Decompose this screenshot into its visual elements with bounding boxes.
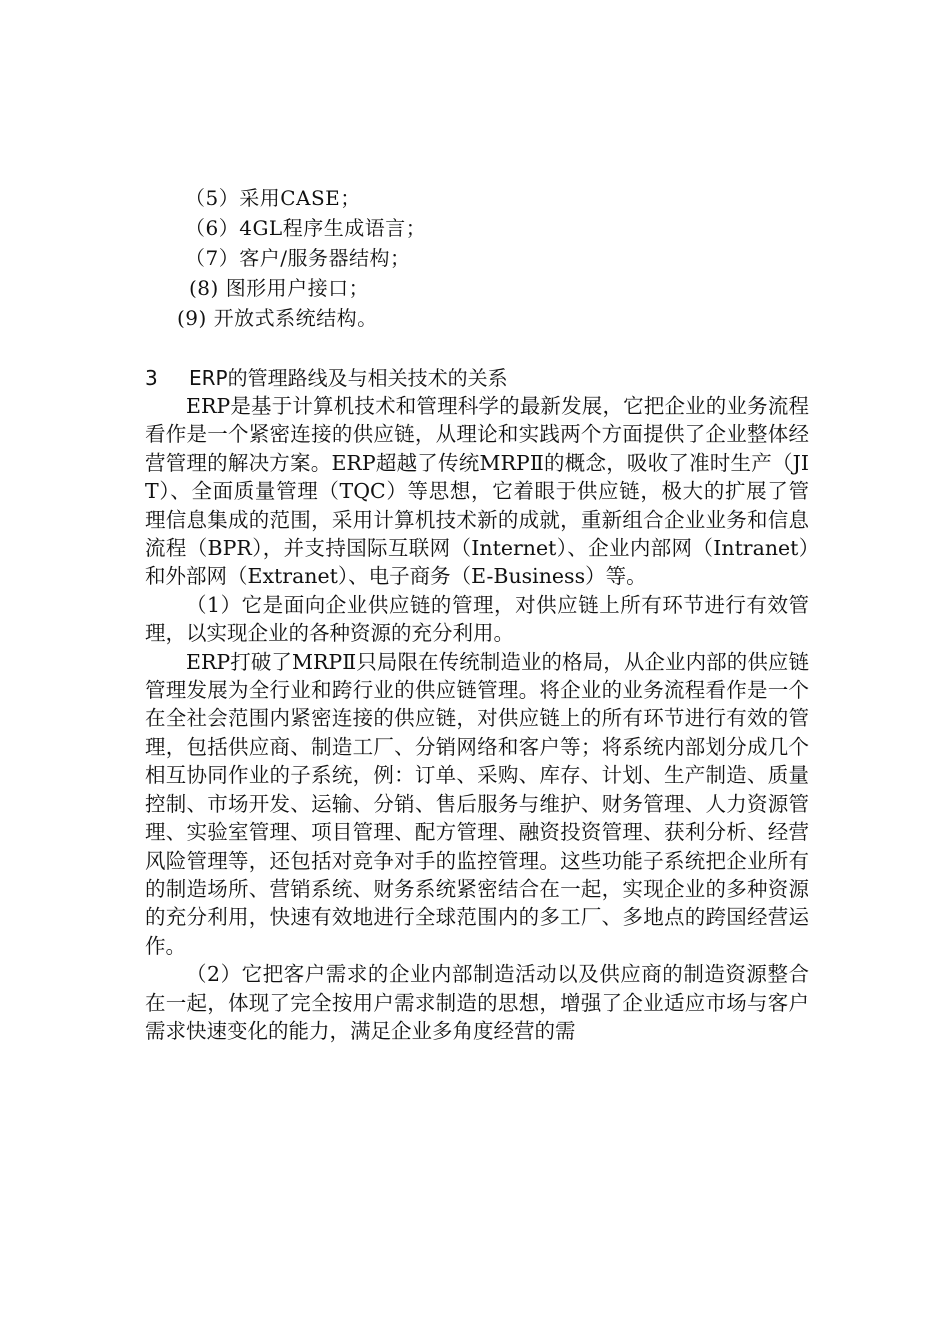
paragraph: ERP是基于计算机技术和管理科学的最新发展，它把企业的业务流程看作是一个紧密连接的供应链，从理论和实践两个方面提供了企业整体经营管理的解决方案。ERP超越了传统MRPⅡ的概念，吸收了准时生产（JIT）、全面质量管理（TQC）等思想，它着眼于供应链，极大的扩展了管理信息集成的范围，采用计算机技术新的成就，重新组合企业业务和信息流程（BPR），并支持国际互联网（Internet）、企业内部网（Intranet）和外部网（Extranet）、电子商务（E-Business）等。 — [145, 394, 809, 589]
paragraph: （2）它把客户需求的企业内部制造活动以及供应商的制造资源整合在一起，体现了完全按用户需求制造的思想，增强了企业适应市场与客户需求快速变化的能力，满足企业多角度经营的需 — [145, 962, 809, 1043]
list-item: （7）客户/服务器结构； — [185, 246, 411, 270]
section-heading — [145, 363, 825, 393]
paragraph: ERP打破了MRPⅡ只局限在传统制造业的格局，从企业内部的供应链管理发展为全行业和跨行业的供应链管理。将企业的业务流程看作是一个在全社会范围内紧密连接的供应链，对供应链上的所有环节进行有效的管理，包括供应商、制造工厂、分销网络和客户等；将系统内部划分成几个相互协同作业的子系统，例：订单、采购、库存、计划、生产制造、质量控制、市场开发、运输、分销、售后服务与维护、财务管理、人力资源管理、实验室管理、项目管理、配方管理、融资投资管理、获利分析、经营风险管理等，还包括对竞争对手的监控管理。这些功能子系统把企业所有的制造场所、营销系统、财务系统紧密结合在一起，实现企业的多种资源的充分利用，快速有效地进行全球范围内的多工厂、多地点的跨国经营运作。 — [145, 649, 809, 958]
paragraph: （1）它是面向企业供应链的管理，对供应链上所有环节进行有效管理，以实现企业的各种资源的充分利用。 — [145, 592, 809, 646]
body-text — [145, 392, 809, 1045]
section-number: 3 — [145, 366, 158, 390]
feature-list — [177, 183, 785, 333]
list-item: （6）4GL程序生成语言； — [185, 216, 427, 240]
list-item: (8) 图形用户接口； — [189, 276, 370, 300]
list-item: （5）采用CASE； — [185, 186, 361, 210]
section-title: ERP的管理路线及与相关技术的关系 — [189, 366, 508, 390]
list-item: (9) 开放式系统结构。 — [177, 306, 378, 330]
